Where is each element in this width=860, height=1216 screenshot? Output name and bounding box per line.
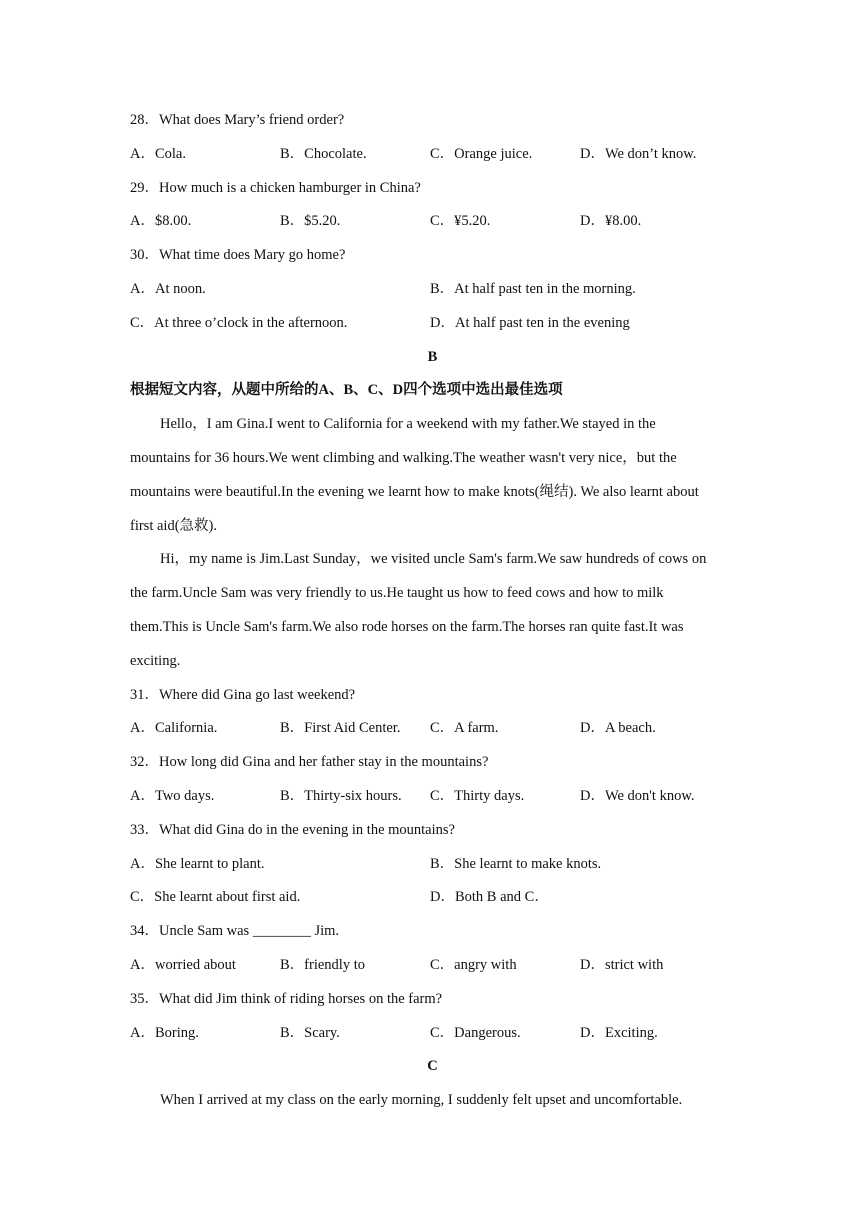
question-31-stem: 31．Where did Gina go last weekend? [130, 686, 356, 703]
option-d: D．Exciting. [580, 1024, 658, 1041]
section-b-heading: B [427, 348, 438, 365]
section-c-first-line: When I arrived at my class on the early morning, I suddenly felt upset and uncomfortable. [160, 1092, 683, 1109]
question-32-options [130, 780, 735, 814]
option-b: B．friendly to [280, 956, 365, 973]
passage-line: mountains for 36 hours.We went climbing and walking.The weather wasn't very nice，but the [130, 449, 677, 466]
question-30-options-row2 [130, 307, 735, 341]
question-33-options-row2 [130, 881, 735, 915]
section-b-instruction: 根据短文内容，从题中所给的A、B、C、D四个选项中选出最佳选项 [130, 382, 563, 399]
option-a: A．California. [130, 720, 218, 737]
option-d: D．We don’t know. [580, 145, 697, 162]
option-b: B．At half past ten in the morning. [430, 280, 636, 297]
option-b: B．Thirty-six hours. [280, 787, 402, 804]
option-b: B．$5.20. [280, 213, 341, 230]
question-30-stem: 30．What time does Mary go home? [130, 247, 346, 264]
option-c: C．Orange juice. [430, 145, 533, 162]
passage-line: Hi，my name is Jim.Last Sunday，we visited uncle Sam's farm.We saw hundreds of cows on [160, 551, 707, 568]
option-c: C．A farm. [430, 720, 499, 737]
option-a: A．Boring. [130, 1024, 199, 1041]
option-a: A．At noon. [130, 280, 206, 297]
option-d: D．We don't know. [580, 787, 695, 804]
passage-line: exciting. [130, 652, 181, 669]
option-c: C．She learnt about first aid. [130, 889, 301, 906]
question-35-options [130, 1017, 735, 1051]
passage-line: the farm.Uncle Sam was very friendly to us.He taught us how to feed cows and how to milk [130, 585, 664, 602]
option-d: D．Both B and C． [430, 889, 549, 906]
option-b: B．She learnt to make knots. [430, 855, 602, 872]
option-d: D．A beach. [580, 720, 656, 737]
question-28-stem: 28．What does Mary’s friend order? [130, 112, 345, 128]
question-34-stem: 34．Uncle Sam was ________ Jim. [130, 923, 340, 940]
option-c: C．Thirty days. [430, 787, 525, 804]
option-a: A．$8.00. [130, 213, 192, 230]
question-29-stem: 29．How much is a chicken hamburger in China? [130, 179, 421, 196]
passage-line: mountains were beautiful.In the evening we learnt how to make knots(绳结). We also learnt about [130, 483, 699, 500]
option-b: B．Scary. [280, 1024, 340, 1041]
option-c: C．¥5.20. [430, 213, 491, 230]
question-32-stem: 32．How long did Gina and her father stay in the mountains? [130, 754, 489, 771]
question-35-stem: 35．What did Jim think of riding horses on the farm? [130, 990, 443, 1007]
option-a: A．Cola. [130, 145, 186, 162]
option-d: D．strict with [580, 956, 664, 973]
document-page [130, 104, 735, 1118]
passage-jim [130, 543, 735, 678]
option-c: C．At three o’clock in the afternoon. [130, 314, 348, 331]
question-29-options [130, 205, 735, 239]
question-34-options [130, 949, 735, 983]
question-33-options-row1 [130, 848, 735, 882]
passage-line: them.This is Uncle Sam's farm.We also rode horses on the farm.The horses ran quite fast.It was [130, 618, 684, 635]
question-30-options-row1 [130, 273, 735, 307]
option-b: B．Chocolate. [280, 145, 367, 162]
option-a: A．She learnt to plant. [130, 855, 265, 872]
passage-line: first aid(急救). [130, 517, 217, 534]
question-28-options [130, 138, 735, 172]
option-d: D．At half past ten in the evening [430, 314, 630, 331]
option-a: A．worried about [130, 956, 236, 973]
option-c: C．angry with [430, 956, 517, 973]
option-c: C．Dangerous. [430, 1024, 521, 1041]
section-c-heading: C [427, 1058, 438, 1075]
question-31-options [130, 712, 735, 746]
option-d: D．¥8.00. [580, 213, 642, 230]
option-b: B．First Aid Center. [280, 720, 401, 737]
question-33-stem: 33．What did Gina do in the evening in the mountains? [130, 821, 455, 838]
passage-line: Hello，I am Gina.I went to California for a weekend with my father.We stayed in the [160, 416, 656, 433]
option-a: A．Two days. [130, 787, 215, 804]
passage-gina [130, 408, 735, 543]
